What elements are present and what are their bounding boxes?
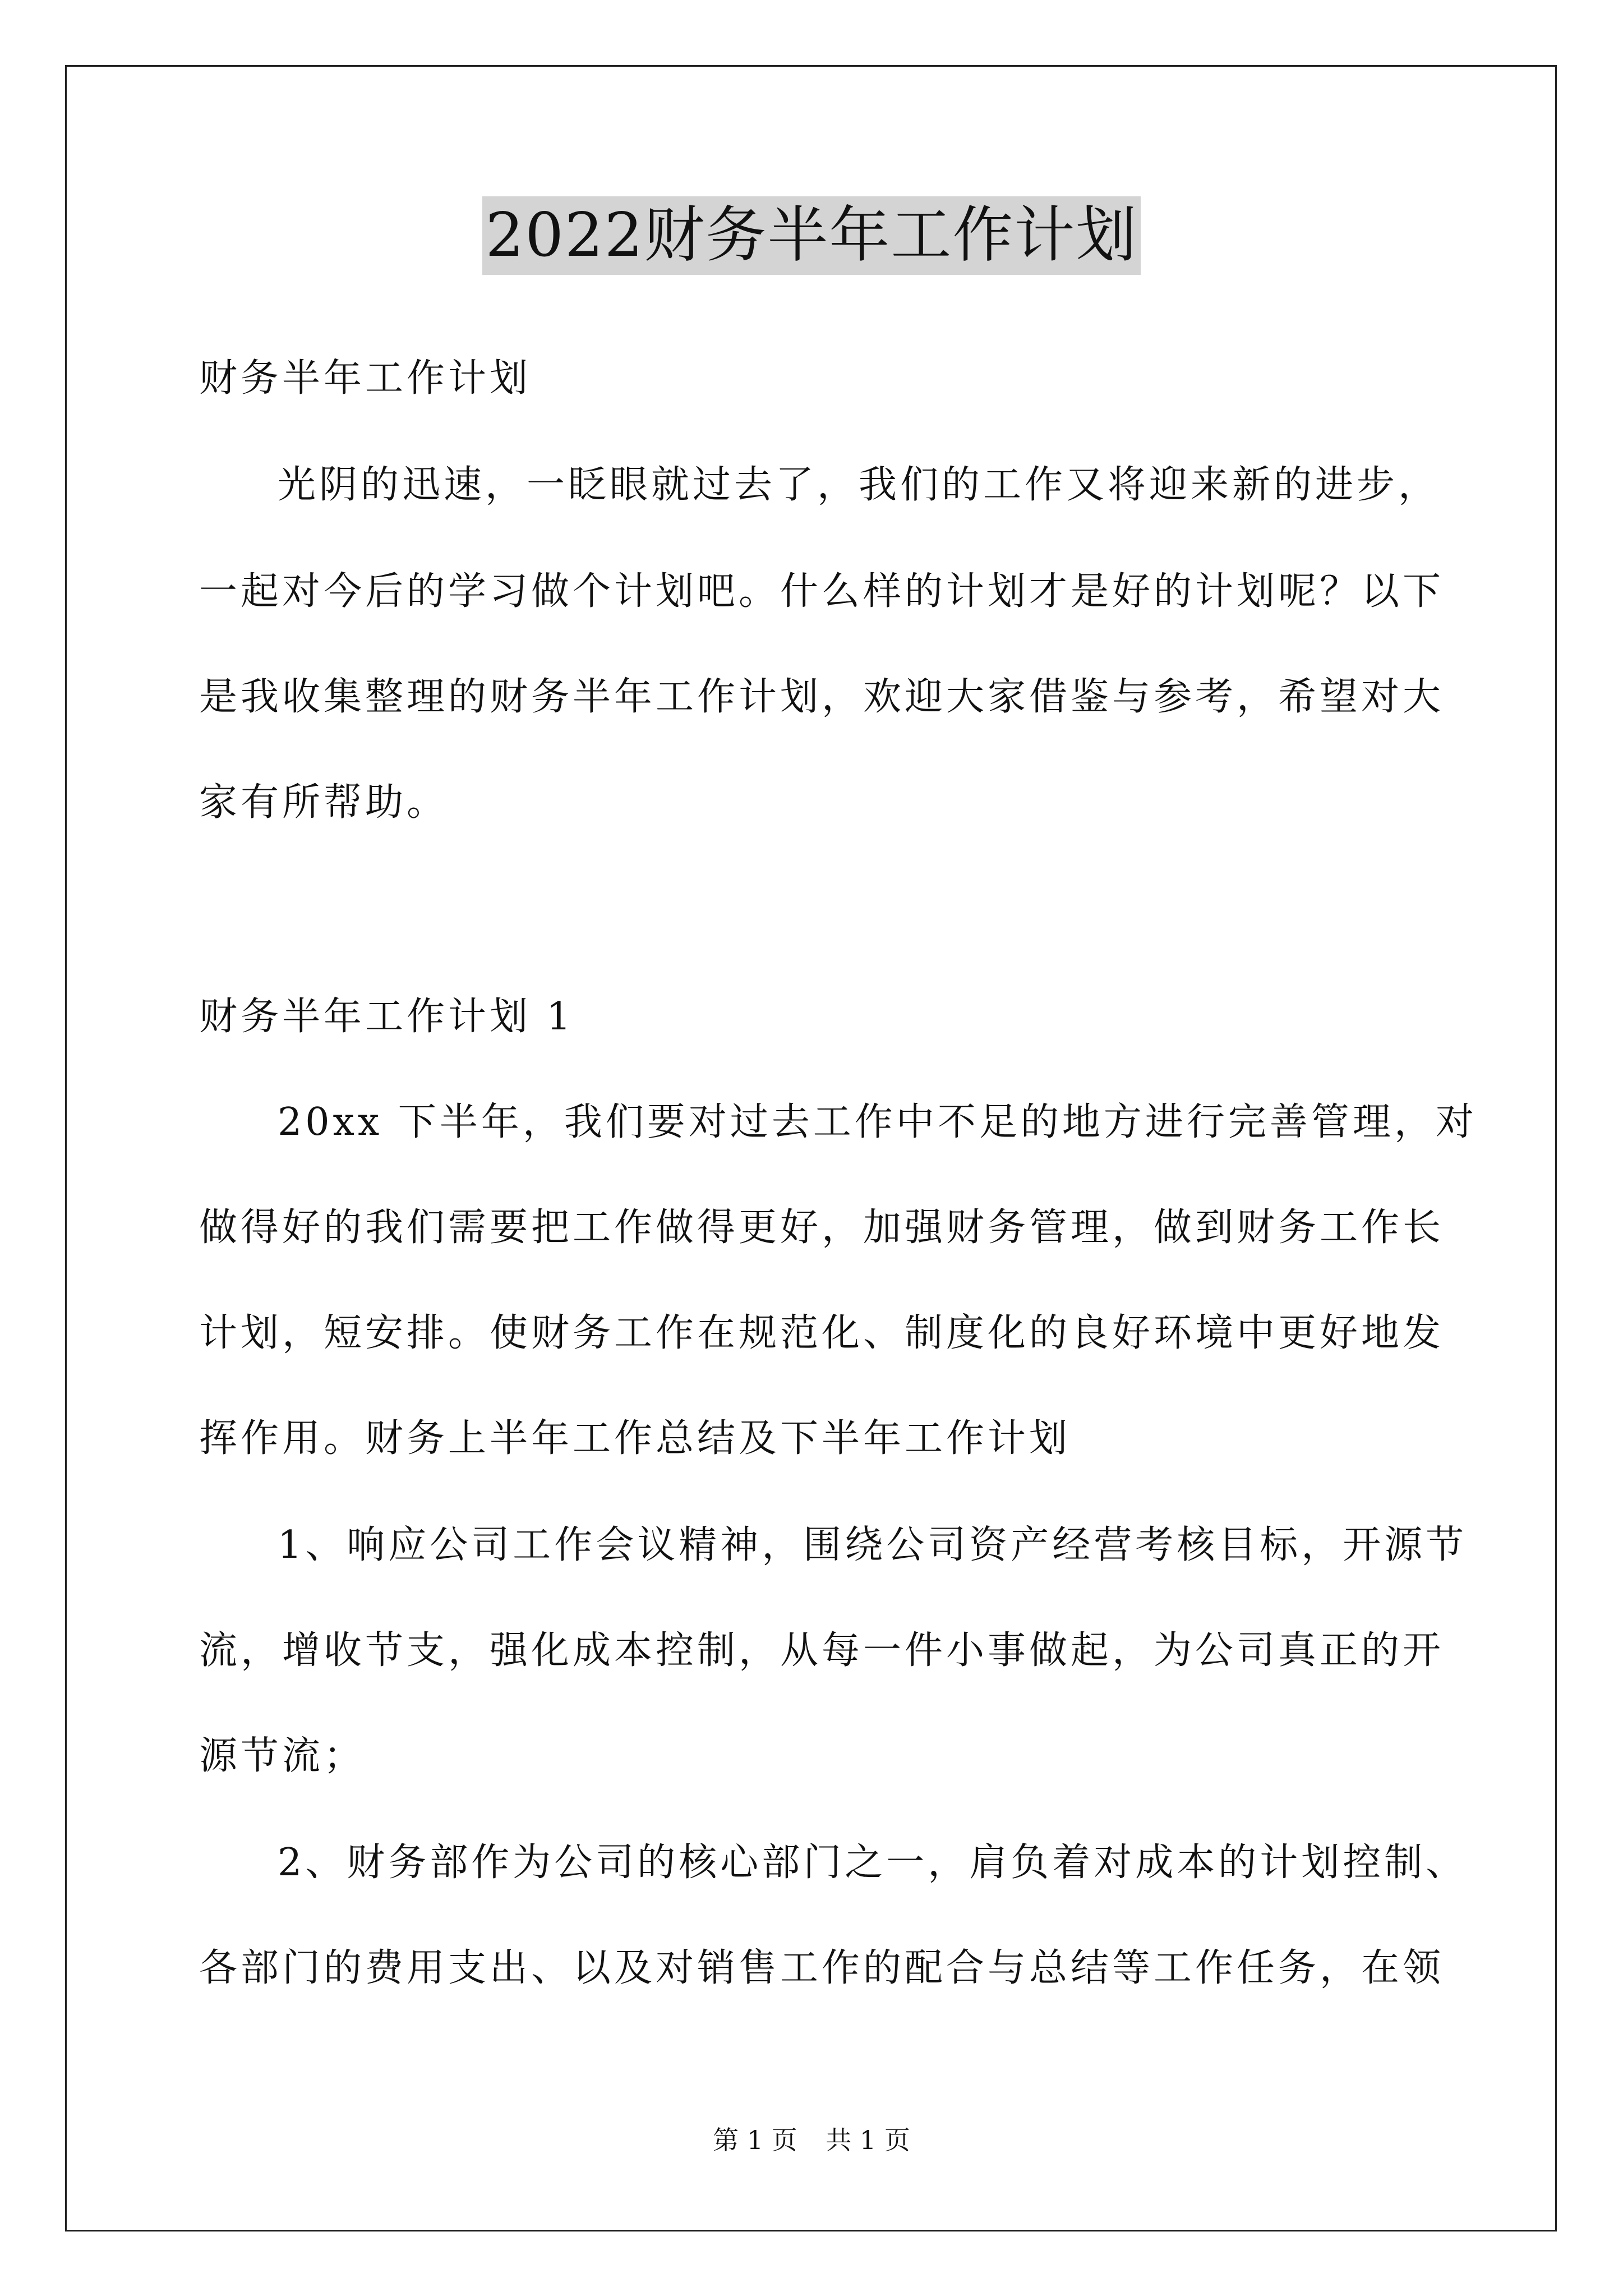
paragraph-line: 光阴的迅速，一眨眼就过去了，我们的工作又将迎来新的进步， xyxy=(278,463,1440,507)
section-heading: 财务半年工作计划 xyxy=(199,356,532,401)
paragraph-line: 做得好的我们需要把工作做得更好，加强财务管理，做到财务工作长 xyxy=(199,1205,1445,1250)
page-footer xyxy=(0,2123,1623,2157)
title-container xyxy=(0,196,1623,275)
paragraph-line: 2、财务部作为公司的核心部门之一，肩负着对成本的计划控制、 xyxy=(278,1841,1468,1885)
page-total: 共 1 页 xyxy=(826,2125,910,2155)
paragraph-line: 流，增收节支，强化成本控制，从每一件小事做起，为公司真正的开 xyxy=(199,1628,1445,1673)
paragraph-line: 各部门的费用支出、以及对销售工作的配合与总结等工作任务，在领 xyxy=(199,1946,1445,1990)
paragraph-line: 挥作用。财务上半年工作总结及下半年工作计划 xyxy=(199,1416,1071,1461)
section-heading: 财务半年工作计划 1 xyxy=(199,995,574,1039)
paragraph-line: 家有所帮助。 xyxy=(199,780,449,825)
paragraph-line: 1、响应公司工作会议精神，围绕公司资产经营考核目标，开源节 xyxy=(278,1523,1468,1567)
paragraph-line: 源节流； xyxy=(199,1734,366,1778)
document-title: 2022财务半年工作计划 xyxy=(482,196,1141,275)
paragraph-line: 20xx 下半年，我们要对过去工作中不足的地方进行完善管理，对 xyxy=(278,1100,1477,1144)
paragraph-line: 计划，短安排。使财务工作在规范化、制度化的良好环境中更好地发 xyxy=(199,1311,1445,1355)
paragraph-line: 一起对今后的学习做个计划吧。什么样的计划才是好的计划呢？以下 xyxy=(199,569,1445,614)
paragraph-line: 是我收集整理的财务半年工作计划，欢迎大家借鉴与参考，希望对大 xyxy=(199,675,1445,719)
page-number: 第 1 页 xyxy=(713,2125,797,2155)
